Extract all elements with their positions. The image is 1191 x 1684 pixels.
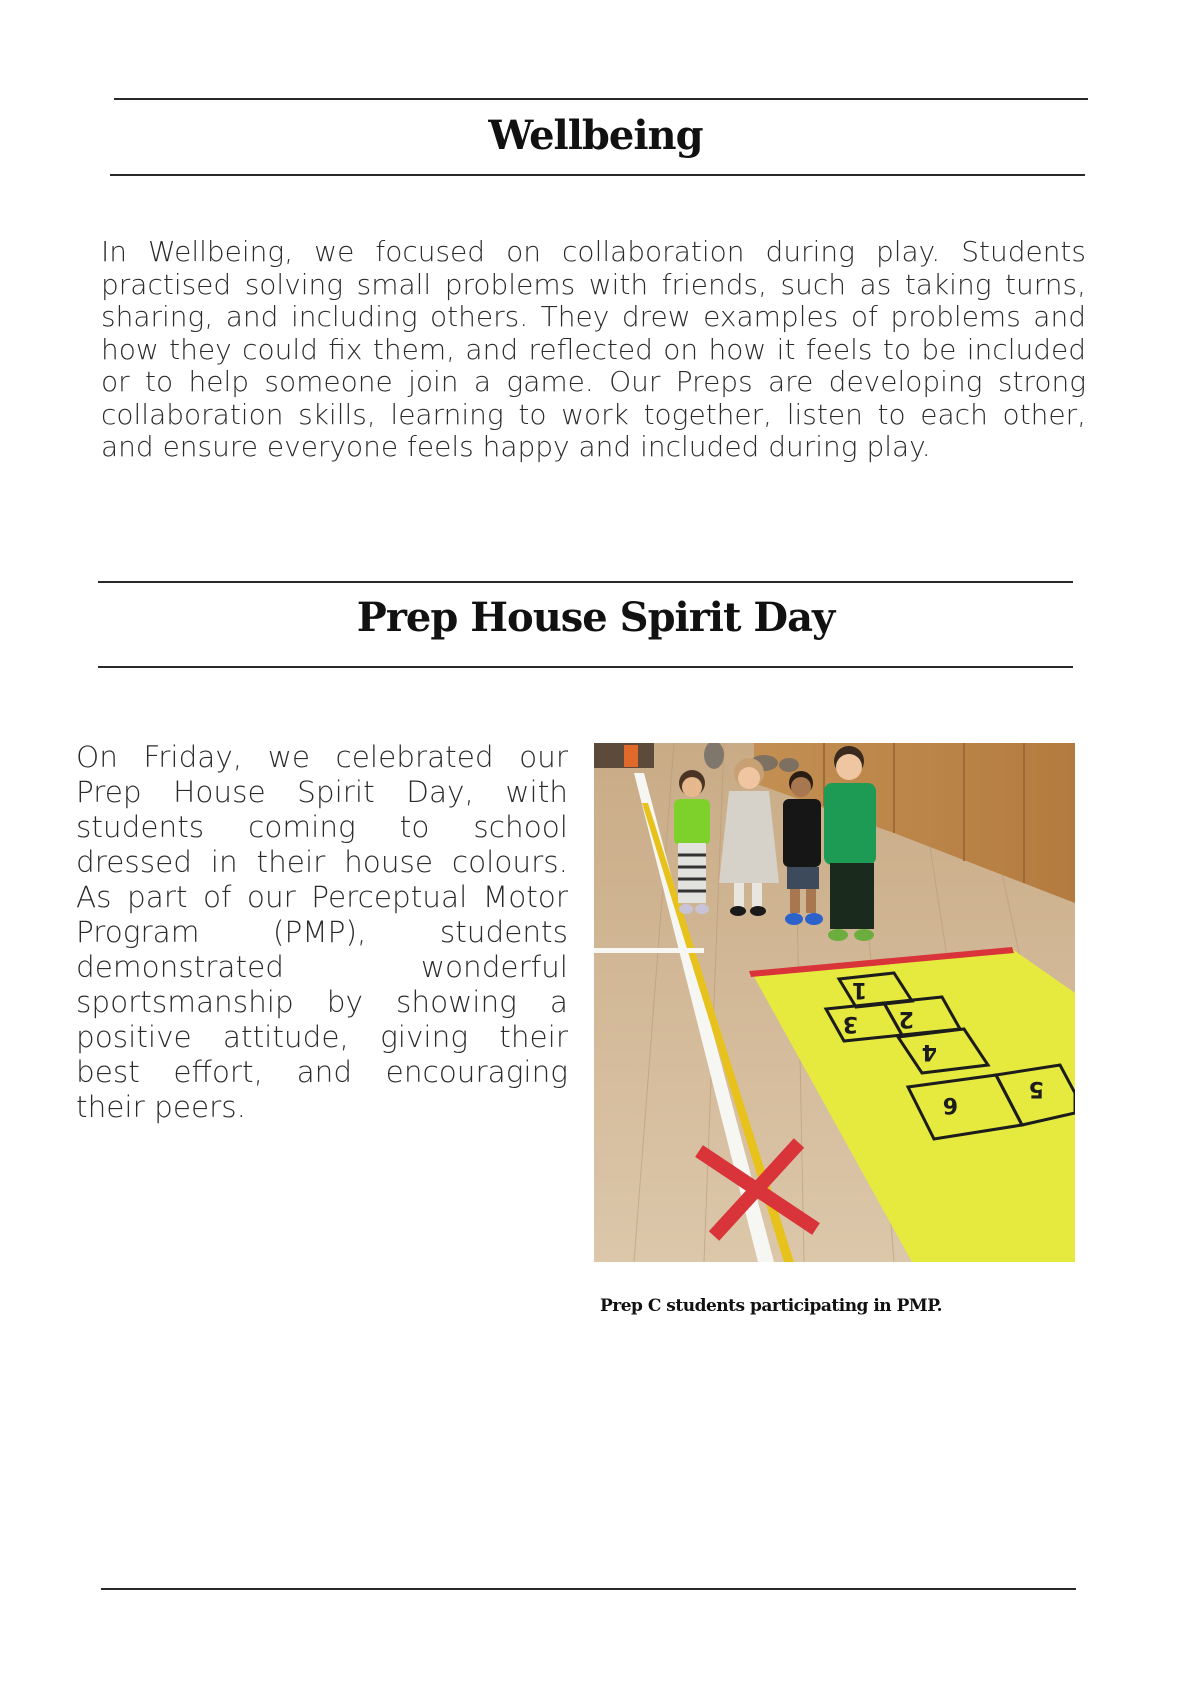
photo-caption: Prep C students participating in PMP. [600, 1296, 943, 1316]
orange-cone [624, 745, 638, 767]
hopscotch-number-5: 5 [1028, 1076, 1044, 1101]
wellbeing-bottom-rule [110, 174, 1085, 176]
wellbeing-top-rule [114, 98, 1088, 100]
wellbeing-body: In Wellbeing, we focused on collaboration during play. Students practised solving small problems with friends, such as taking turns, sharing, and including others. They drew examples of problems and how they could fix them, and reflected on how it feels to be included or to help someone join a game. Our Preps are developing strong collaboration skills, learning to work together, listen to each other, and ensure everyone feels happy and included during play. [101, 235, 1086, 463]
spirit-day-top-rule [98, 581, 1073, 583]
spirit-day-title: Prep House Spirit Day [356, 594, 835, 641]
spirit-day-body: On Friday, we celebrated our Prep House Spirit Day, with students coming to school dressed in their house colours. As part of our Perceptual Motor Program (PMP), students demonstrated wonderful sportsmanship by showing a positive attitude, giving their best effort, and encouraging their peers. [76, 740, 568, 1124]
spirit-day-photo [594, 743, 1075, 1262]
spirit-day-bottom-rule [98, 666, 1073, 668]
white-cross-line [594, 948, 704, 953]
footer-rule [101, 1588, 1076, 1590]
hopscotch-number-1: 1 [851, 977, 867, 1002]
hopscotch-number-2: 2 [898, 1006, 914, 1031]
wellbeing-title: Wellbeing [488, 112, 703, 159]
hopscotch-number-3: 3 [842, 1011, 858, 1036]
hopscotch-number-4: 4 [921, 1039, 937, 1064]
hopscotch-number-6: 6 [942, 1092, 958, 1117]
